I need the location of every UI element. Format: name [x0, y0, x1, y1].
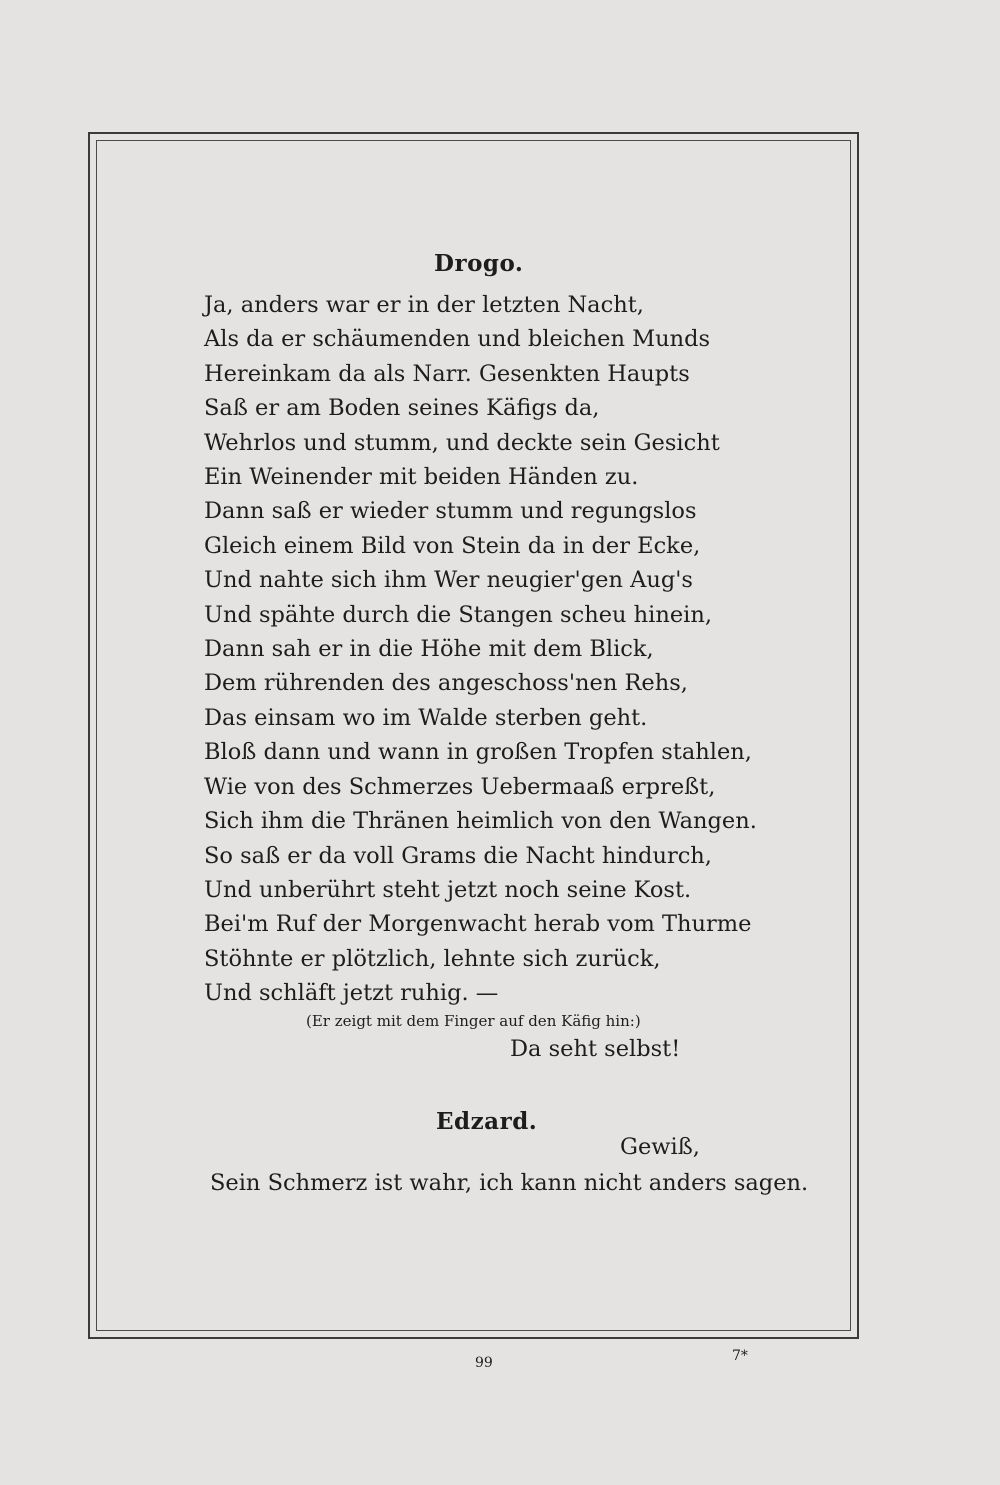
verse-line: Wehrlos und stumm, und deckte sein Gesicht	[204, 429, 720, 456]
verse-block-drogo	[204, 288, 757, 1011]
verse-line: Bei'm Ruf der Morgenwacht herab vom Thurme	[204, 911, 752, 938]
speaker-name-drogo: Drogo.	[434, 250, 524, 277]
verse-line: Dem rührenden des angeschoss'nen Rehs,	[204, 670, 688, 697]
verse-line: Dann sah er in die Höhe mit dem Blick,	[204, 636, 654, 663]
verse-line-sein-schmerz: Sein Schmerz ist wahr, ich kann nicht anders sagen.	[210, 1170, 809, 1196]
verse-line: Gleich einem Bild von Stein da in der Ecke,	[204, 532, 701, 559]
verse-line: Dann saß er wieder stumm und regungslos	[204, 498, 697, 525]
verse-line: Wie von des Schmerzes Uebermaaß erpreßt,	[204, 773, 716, 800]
verse-line: Und nahte sich ihm Wer neugier'gen Aug's	[204, 567, 693, 594]
verse-line: Und schläft jetzt ruhig. —	[204, 980, 499, 1007]
verse-line: So saß er da voll Grams die Nacht hindurch,	[204, 842, 712, 869]
verse-line: Und unberührt steht jetzt noch seine Kost.	[204, 876, 692, 903]
verse-line: Sich ihm die Thränen heimlich von den Wangen.	[204, 808, 757, 835]
verse-line: Als da er schäumenden und bleichen Munds	[204, 326, 711, 353]
verse-line: Ein Weinender mit beiden Händen zu.	[204, 464, 639, 491]
verse-line-gewiss: Gewiß,	[620, 1134, 700, 1160]
speaker-name-edzard: Edzard.	[436, 1108, 538, 1135]
verse-line: Und spähte durch die Stangen scheu hinein,	[204, 601, 712, 628]
verse-line: Das einsam wo im Walde sterben geht.	[204, 704, 648, 731]
verse-line: Saß er am Boden seines Käfigs da,	[204, 395, 600, 422]
verse-line: Bloß dann und wann in großen Tropfen stahlen,	[204, 739, 752, 766]
verse-line: Hereinkam da als Narr. Gesenkten Haupts	[204, 360, 690, 387]
verse-line: Ja, anders war er in der letzten Nacht,	[204, 292, 644, 318]
signature-mark: 7*	[732, 1348, 748, 1364]
stage-direction: (Er zeigt mit dem Finger auf den Käfig hin:)	[306, 1012, 641, 1030]
verse-line: Stöhnte er plötzlich, lehnte sich zurück,	[204, 945, 661, 972]
verse-line-da-seht-selbst: Da seht selbst!	[510, 1036, 681, 1062]
page-number: 99	[475, 1355, 493, 1371]
